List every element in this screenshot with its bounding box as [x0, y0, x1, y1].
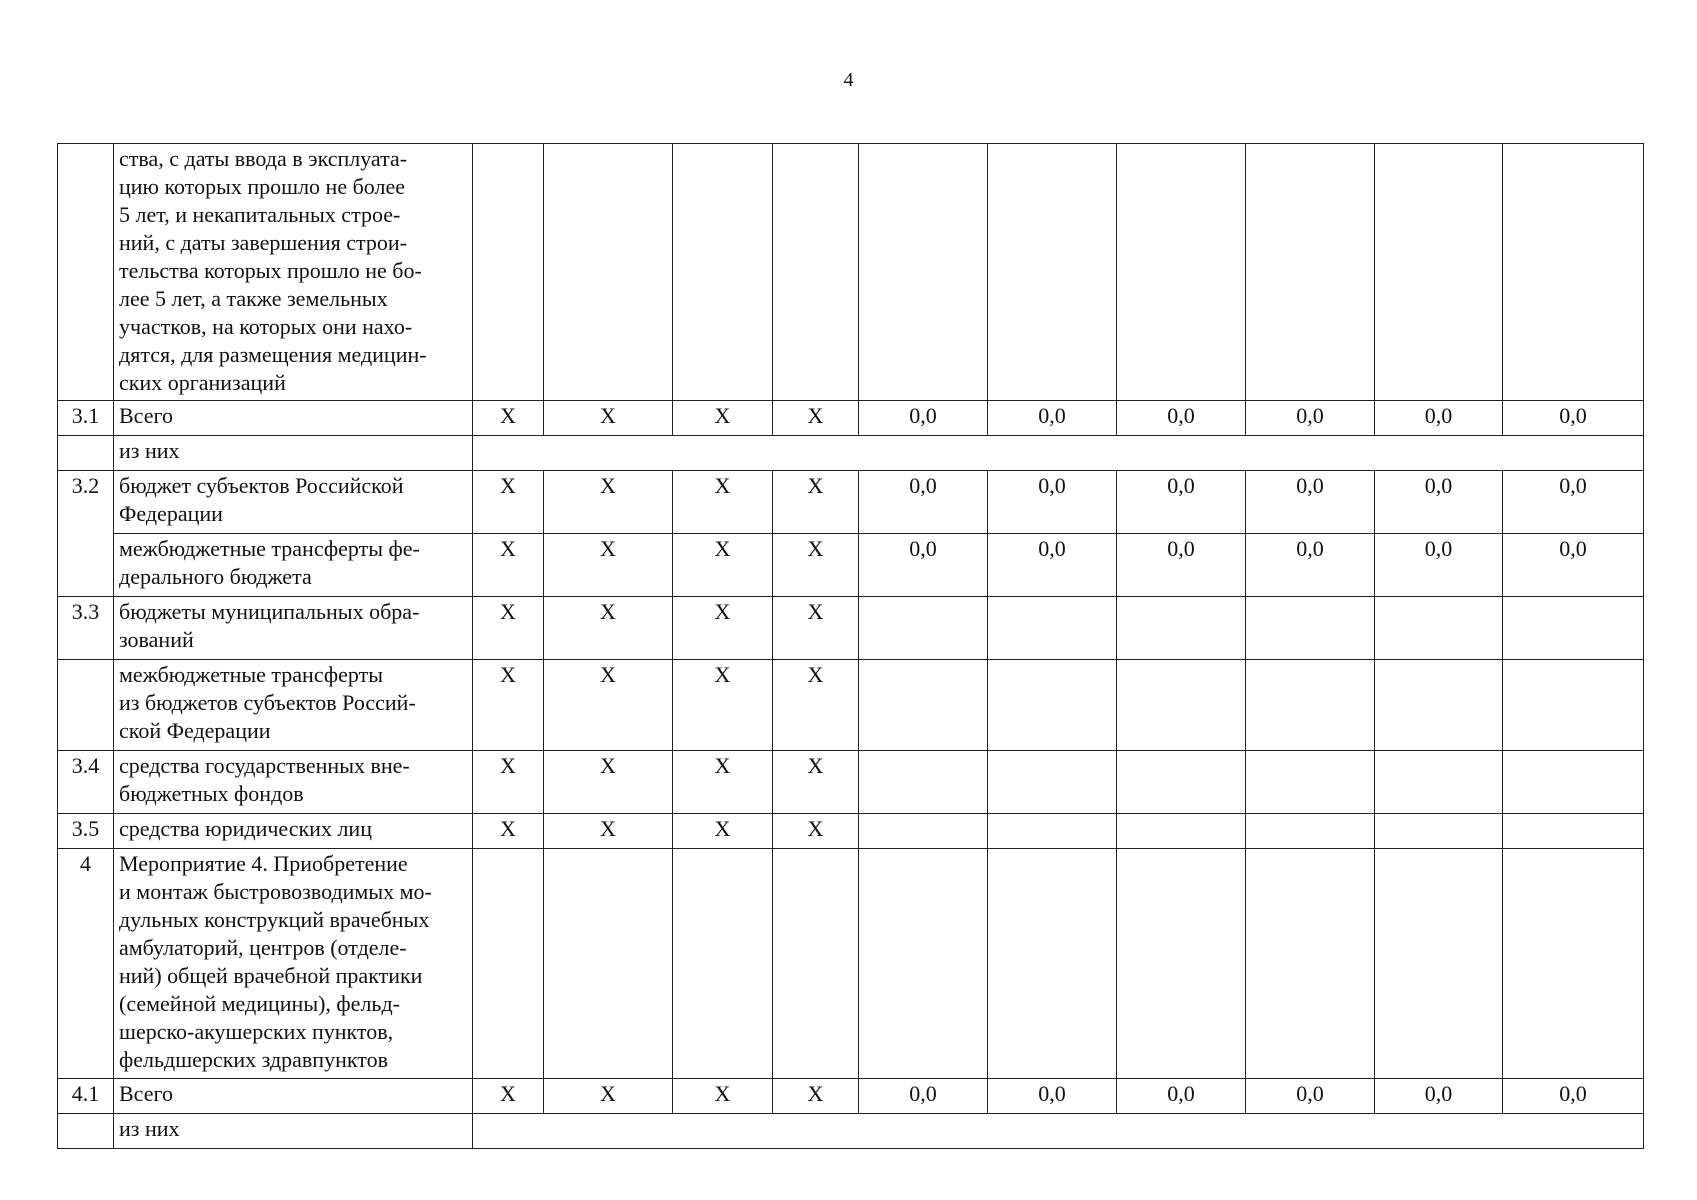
table-cell: X [773, 751, 859, 814]
table-row [58, 597, 1644, 660]
row-number [58, 1114, 114, 1149]
table-cell: X [673, 597, 773, 660]
table-cell: 0,0 [1375, 401, 1503, 436]
table-cell: X [473, 751, 544, 814]
table-cell: X [773, 660, 859, 751]
table-cell [859, 814, 988, 849]
table-cell [1117, 144, 1246, 401]
table-cell [1503, 751, 1644, 814]
row-number: 4 [58, 849, 114, 1079]
table-cell [773, 849, 859, 1079]
table-cell: X [473, 814, 544, 849]
table-cell [1117, 751, 1246, 814]
row-name: ства, с даты ввода в эксплуата- цию которых прошло не более 5 лет, и некапитальных строе- ний, с даты завершения строи- тельства которых прошло не бо- лее 5 лет, а также земельных участков, на которых они нахо- дятся, для размещения медицин- ских организаций [114, 144, 473, 401]
table-cell: X [544, 660, 673, 751]
table-cell [1375, 597, 1503, 660]
table-cell [673, 144, 773, 401]
row-number: 3.1 [58, 401, 114, 436]
table-cell: 0,0 [988, 471, 1117, 534]
table-row [58, 144, 1644, 401]
table-cell [988, 849, 1117, 1079]
table-cell [1503, 849, 1644, 1079]
table-cell [1246, 751, 1375, 814]
table-cell: 0,0 [1246, 401, 1375, 436]
table-cell: 0,0 [1246, 534, 1375, 597]
table-cell: X [473, 534, 544, 597]
row-number: 3.3 [58, 597, 114, 660]
table-cell [988, 814, 1117, 849]
table-cell [1117, 597, 1246, 660]
table-cell: 0,0 [859, 471, 988, 534]
table-cell: 0,0 [1246, 471, 1375, 534]
row-number [58, 660, 114, 751]
table-cell: 0,0 [1117, 1079, 1246, 1114]
table-row [58, 849, 1644, 1079]
table-cell: 0,0 [1117, 471, 1246, 534]
table-row [58, 1079, 1644, 1114]
table-row [58, 814, 1644, 849]
table-cell: X [673, 814, 773, 849]
table-cell [1375, 144, 1503, 401]
table-cell [988, 597, 1117, 660]
table-cell: X [544, 597, 673, 660]
page-number: 4 [843, 69, 854, 91]
table-cell: 0,0 [988, 1079, 1117, 1114]
table-cell: 0,0 [1246, 1079, 1375, 1114]
table-cell: X [544, 401, 673, 436]
table-cell [988, 751, 1117, 814]
budget-table [57, 143, 1644, 1149]
table-cell: 0,0 [1117, 534, 1246, 597]
table-cell: X [473, 660, 544, 751]
table-cell [859, 849, 988, 1079]
table-cell: 0,0 [1503, 471, 1644, 534]
row-number: 4.1 [58, 1079, 114, 1114]
table-cell: 0,0 [1375, 534, 1503, 597]
table-cell [1117, 849, 1246, 1079]
row-name: средства юридических лиц [114, 814, 473, 849]
table-cell [1246, 660, 1375, 751]
row-name: из них [114, 436, 473, 471]
row-name: бюджеты муниципальных обра- зований [114, 597, 473, 660]
table-cell: X [473, 471, 544, 534]
table-cell: X [773, 1079, 859, 1114]
table-cell: 0,0 [988, 401, 1117, 436]
table-cell [673, 849, 773, 1079]
table-row [58, 401, 1644, 436]
table-cell: X [473, 597, 544, 660]
table-cell [1246, 849, 1375, 1079]
table-cell [859, 660, 988, 751]
table-cell: 0,0 [988, 534, 1117, 597]
row-number [58, 436, 114, 471]
table-cell [544, 144, 673, 401]
table-cell [1503, 597, 1644, 660]
table-cell [1246, 814, 1375, 849]
table-cell: X [673, 401, 773, 436]
table-cell: 0,0 [1503, 401, 1644, 436]
row-number: 3.4 [58, 751, 114, 814]
table-cell [1503, 144, 1644, 401]
table-cell [1503, 660, 1644, 751]
table-cell: X [673, 1079, 773, 1114]
table-cell: 0,0 [1503, 1079, 1644, 1114]
table-row [58, 436, 1644, 471]
row-name: Мероприятие 4. Приобретение и монтаж быстровозводимых мо- дульных конструкций врачебных амбулаторий, центров (отделе- ний) общей врачебной практики (семейной медицины), фельд- шерско-акушерских пунктов, фельдшерских здравпунктов [114, 849, 473, 1079]
table-cell [1117, 660, 1246, 751]
table-cell: 0,0 [859, 534, 988, 597]
table-row [58, 751, 1644, 814]
table-cell: 0,0 [1117, 401, 1246, 436]
table-cell: X [544, 1079, 673, 1114]
table-cell: X [544, 751, 673, 814]
table-cell: X [473, 1079, 544, 1114]
row-name: межбюджетные трансферты из бюджетов субъектов Россий- ской Федерации [114, 660, 473, 751]
row-name: Всего [114, 1079, 473, 1114]
row-name: из них [114, 1114, 473, 1149]
table-cell [544, 849, 673, 1079]
table-cell: X [773, 814, 859, 849]
table-cell [859, 597, 988, 660]
table-cell [1117, 814, 1246, 849]
row-name: бюджет субъектов Российской Федерации [114, 471, 473, 534]
row-number: 3.2 [58, 471, 114, 597]
merged-cell [473, 1114, 1644, 1149]
table-cell: X [673, 660, 773, 751]
row-name: средства государственных вне- бюджетных фондов [114, 751, 473, 814]
table-cell [1375, 814, 1503, 849]
table-cell [1246, 144, 1375, 401]
table-row [58, 1114, 1644, 1149]
table-cell [1503, 814, 1644, 849]
table-cell: 0,0 [859, 1079, 988, 1114]
table-cell: X [773, 597, 859, 660]
table-cell [473, 849, 544, 1079]
table-cell [1375, 751, 1503, 814]
table-cell: X [673, 534, 773, 597]
table-cell: X [544, 471, 673, 534]
table-cell: X [773, 534, 859, 597]
table-cell: X [673, 751, 773, 814]
table-cell: X [773, 401, 859, 436]
row-name: Всего [114, 401, 473, 436]
table-row [58, 471, 1644, 534]
table-cell: 0,0 [1375, 1079, 1503, 1114]
table-cell [1375, 660, 1503, 751]
table-row [58, 660, 1644, 751]
table-cell [473, 144, 544, 401]
table-cell [1375, 849, 1503, 1079]
table-cell: X [544, 814, 673, 849]
table-cell [988, 144, 1117, 401]
table-cell [859, 144, 988, 401]
row-number [58, 144, 114, 401]
row-number: 3.5 [58, 814, 114, 849]
merged-cell [473, 436, 1644, 471]
table-cell [1246, 597, 1375, 660]
table-cell: 0,0 [1375, 471, 1503, 534]
table-cell: X [544, 534, 673, 597]
table-cell [988, 660, 1117, 751]
table-cell: X [673, 471, 773, 534]
table-cell: X [473, 401, 544, 436]
row-name: межбюджетные трансферты фе- дерального бюджета [114, 534, 473, 597]
table-cell [773, 144, 859, 401]
table-cell: 0,0 [859, 401, 988, 436]
table-cell [859, 751, 988, 814]
table-cell: X [773, 471, 859, 534]
table-cell: 0,0 [1503, 534, 1644, 597]
table-row [58, 534, 1644, 597]
